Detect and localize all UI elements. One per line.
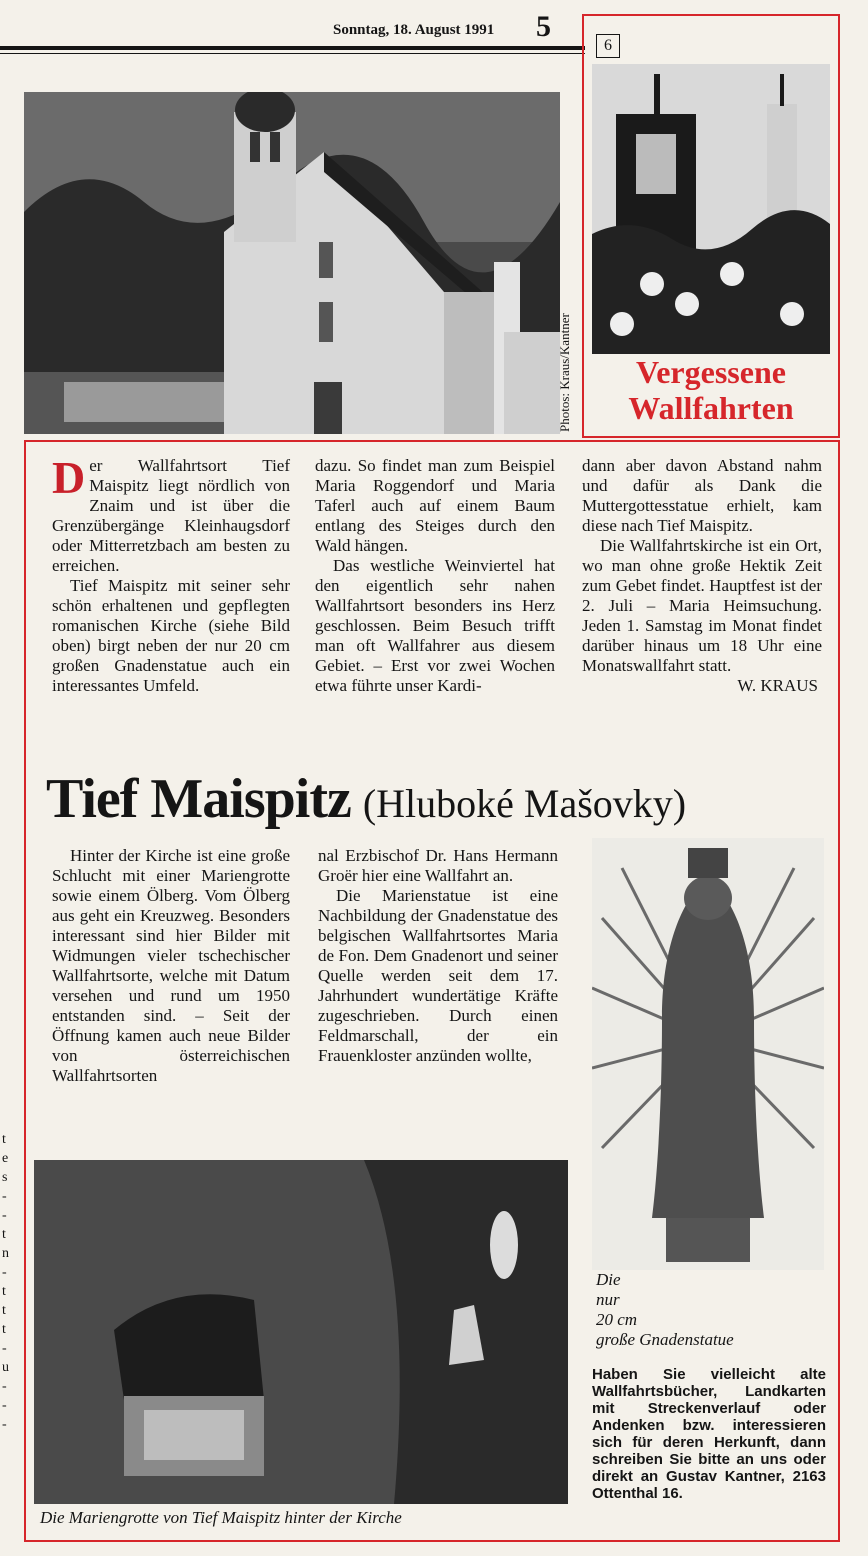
statue-caption: Die nur 20 cm große Gnadenstatue [596,1270,734,1349]
intro-col-1: Der Wallfahrtsort Tief Maispitz liegt nördlich von Znaim und ist über die Grenzübergänge Kleinhaugsdorf oder Mitterretzbach am besten zu erreichen. Tief Maispitz mit seiner sehr schön erhaltenen und gepflegten romanischen Kirche (siehe Bild oben) birgt neben der nur 20 cm großen Gnadenstatue auch ein interessantes Umfeld. [52,452,290,695]
grotto-photo [34,1160,568,1504]
page-number: 5 [536,10,551,43]
header-rule [0,46,585,50]
church-photo [24,92,560,434]
intro-col-2: dazu. So findet man zum Beispiel Maria Roggendorf und Maria Taferl auch auf einem Baum entlang des Steiges durch den Wald hängen. Das westliche Weinviertel hat den eigentlich sehr nahen Wallfahrtsort besonders ins Herz geschlossen. Beim Besuch trifft man oft Wallfahrer aus diesem Gebiet. – Erst vor zwei Wochen etwa führte unser Kardi- [315,456,555,695]
headline-sub: (Hluboké Mašovky) [362,781,687,826]
body-col-2: nal Erzbischof Dr. Hans Hermann Groër hier eine Wallfahrt an. Die Marienstatue ist eine Nachbildung der Gnadenstatue des belgischen Wallfahrtsortes Maria de Fon. Dem Gnadenort und seiner Quelle werden seit dem 17. Jahrhundert wundertätige Kräfte zugeschrieben. Durch einen Feldmarschall, der ein Frauenkloster anzünden wollte, [318,846,558,1065]
body-col-1: Hinter der Kirche ist eine große Schlucht mit einer Mariengrotte sowie einem Ölberg. Vom Ölberg aus geht ein Kreuzweg. Besonders interessant sind hier Bilder mit Widmungen vieler tschechischer Wallfahrtsorte, welche mit Datum versehen und rund um 1950 entstanden sind. – Seit der Öffnung kamen auch neue Bilder von österreichischen Wallfahrtsorten [52,846,290,1085]
page-header [0,8,585,58]
appeal-text: Haben Sie vielleicht alte Wallfahrtsbücher, Landkarten mit Streckenverlauf oder Andenken bzw. interessieren sich für deren Herkunft, dann schreiben Sie bitte an uns oder direkt an Gustav Kantner, 2163 Ottenthal 16. [592,1366,826,1502]
headline [46,768,836,830]
sidebar-title: Vergessene Wallfahrten [628,354,794,426]
statue-photo [592,838,824,1270]
header-date: Sonntag, 18. August 1991 [333,22,495,38]
procession-photo [592,64,830,354]
intro-col-3: dann aber davon Abstand nahm und dafür als Dank die Muttergottesstatue erhielt, kam diese nach Tief Maispitz. Die Wallfahrtskirche ist ein Ort, wo man ohne große Hektik Zeit zum Gebet findet. Hauptfest ist der 2. Juli – Maria Heimsuchung. Jeden 1. Samstag im Monat findet darüber hinaus um 18 Uhr eine Monatswallfahrt statt. W. KRAUS [582,456,822,695]
margin-fragments: t e s - - t n - t t t - u - - - [2,1132,9,1432]
author: W. KRAUS [737,676,818,695]
header-rule-thin [0,53,585,54]
dropcap: D [52,452,86,503]
sidebar-box [582,14,840,438]
sidebar-number: 6 [596,34,620,58]
grotto-caption: Die Mariengrotte von Tief Maispitz hinter der Kirche [40,1508,402,1527]
headline-main: Tief Maispitz [46,768,351,830]
